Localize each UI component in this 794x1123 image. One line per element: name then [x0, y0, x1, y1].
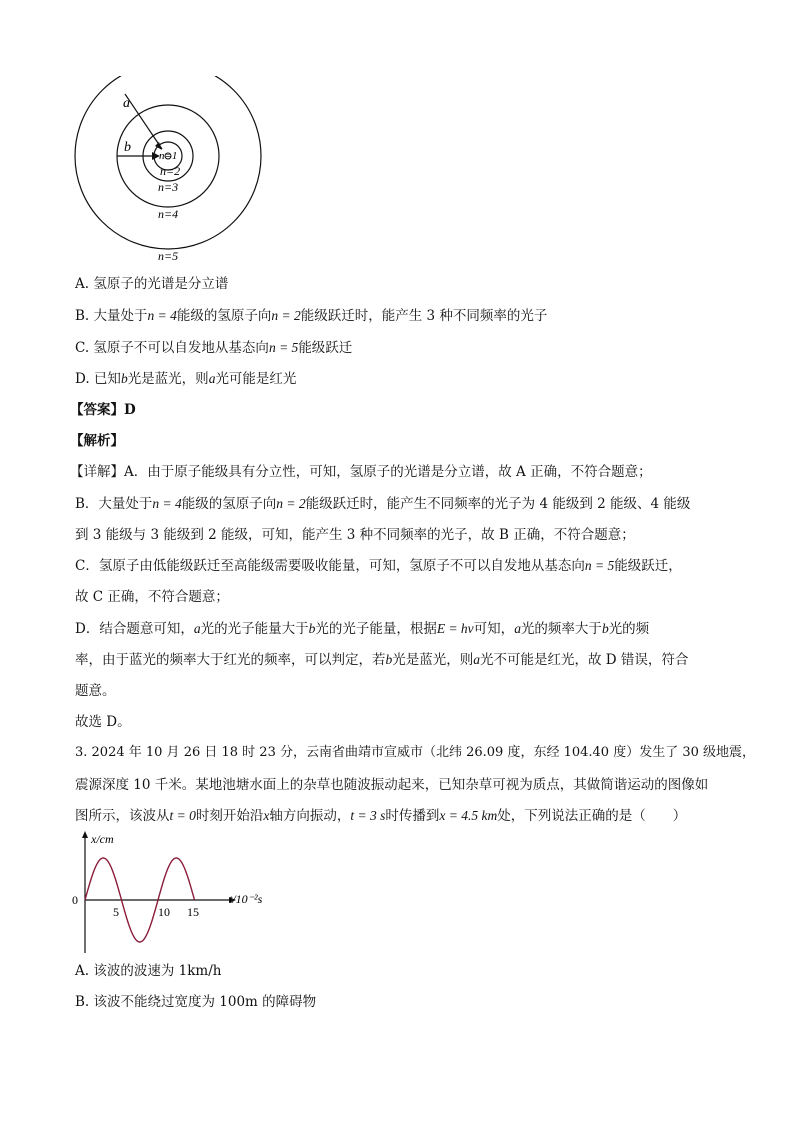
analysis-title: 【解析】 [70, 433, 124, 449]
q3-l3-pre: 图所示，该波从 [75, 808, 170, 824]
tick-label-10: 10 [158, 905, 170, 919]
q3-l3-x: x [263, 808, 270, 823]
q3-option-b: B. 该波不能绕过宽度为 100m 的障碍物 [75, 994, 317, 1010]
detail-l6-eq: E = hν [436, 621, 474, 636]
detail-l7-b: b [385, 652, 393, 667]
option-b-pre: B. 大量处于 [75, 308, 148, 324]
option-d [75, 369, 296, 389]
detail-l6-pre: D．结合题意可知， [75, 621, 194, 637]
tick-label-5: 5 [113, 905, 119, 919]
atom-level-diagram [60, 76, 280, 266]
label-n3: n=3 [158, 180, 179, 194]
y-axis-label: x/cm [91, 832, 114, 846]
answer: 【答案】D [70, 402, 136, 418]
label-n4: n=4 [158, 207, 179, 221]
detail-line-4 [75, 556, 682, 576]
option-c-pre: C. 氢原子不可以自发地从基态向 [75, 340, 269, 356]
detail-l2-pre: B．大量处于 [75, 496, 153, 512]
q3-line-1: 3. 2024 年 10 月 26 日 18 时 23 分，云南省曲靖市宣威市（北纬 26.09 度，东经 104.40 度）发生了 30 级地震， [75, 745, 756, 760]
option-b [75, 306, 547, 326]
detail-l4-pre: C．氢原子由低能级跃迁至高能级需要吸收能量，可知，氢原子不可以自发地从基态向 [75, 558, 585, 574]
option-b-n2: n = 2 [271, 308, 301, 323]
option-d-b: b [120, 371, 128, 386]
detail-l6-a2: a [514, 621, 521, 636]
option-d-mid: 光是蓝光，则 [127, 371, 209, 387]
detail-l6-mid4: 光的频率大于 [520, 621, 602, 637]
origin-label: 0 [72, 893, 78, 907]
q3-line-2: 震源深度 10 千米。某地池塘水面上的杂草也随波振动起来，已知杂草可视为质点，其做简谐运动的图像如 [75, 777, 709, 793]
option-c [75, 338, 352, 358]
detail-l6-a: a [193, 621, 201, 636]
option-d-a: a [208, 371, 216, 386]
label-n2: n=2 [160, 164, 181, 178]
label-b: b [124, 140, 131, 155]
q3-option-a: A. 该波的波速为 1km/h [75, 963, 222, 979]
wave-graph [65, 828, 275, 958]
detail-l2-mid: 能级的氢原子向 [181, 496, 277, 512]
detail-l7-pre: 率，由于蓝光的频率大于红光的频率，可以判定，若 [75, 652, 386, 668]
detail-line-3: 到 3 能级与 3 能级到 2 能级，可知，能产生 3 种不同频率的光子，故 B 正确，不符合题意； [75, 527, 635, 543]
option-b-n4: n = 4 [147, 308, 177, 323]
detail-l6-b: b [308, 621, 316, 636]
orbit-n5 [75, 76, 261, 249]
q3-l3-post: 处，下列说法正确的是（ ） [497, 808, 687, 824]
detail-line-7 [75, 650, 688, 670]
detail-line-8: 题意。 [75, 683, 116, 699]
q3-l3-x45: x = 4.5 km [439, 808, 498, 823]
detail-l2-n2: n = 2 [276, 496, 306, 511]
option-c-post: 能级跃迁 [298, 340, 353, 356]
detail-l6-b2: b [601, 621, 609, 636]
detail-line-6 [75, 619, 649, 639]
option-a: A. 氢原子的光谱是分立谱 [75, 276, 229, 292]
detail-l7-a: a [473, 652, 480, 667]
q3-l3-mid1: 时刻开始沿 [195, 808, 264, 824]
label-a: a [123, 96, 130, 111]
tick-label-15: 15 [187, 905, 199, 919]
detail-l6-post: 光的频 [608, 621, 650, 637]
label-n1: n=1 [159, 150, 178, 162]
detail-line-1: 【详解】A．由于原子能级具有分立性，可知，氢原子的光谱是分立谱，故 A 正确，不符合题意； [70, 464, 652, 480]
detail-l7-post: 光不可能是红光，故 D 错误，符合 [480, 652, 689, 668]
q3-l3-t3: t = 3 s [350, 808, 386, 823]
option-c-n5: n = 5 [268, 340, 299, 355]
q3-l3-mid3: 时传播到 [385, 808, 440, 824]
detail-l6-mid3: 可知， [473, 621, 515, 637]
detail-l2-post: 能级跃迁时，能产生不同频率的光子为 4 能级到 2 能级、4 能级 [305, 496, 691, 512]
detail-l6-mid1: 光的光子能量大于 [200, 621, 309, 637]
detail-line-9: 故选 D。 [75, 714, 131, 730]
detail-line-5: 故 C 正确，不符合题意； [75, 589, 229, 605]
detail-l6-mid2: 光的光子能量，根据 [315, 621, 437, 637]
x-axis-label: t/10⁻²s [229, 892, 263, 906]
detail-l7-mid: 光是蓝光，则 [392, 652, 474, 668]
detail-l2-n4: n = 4 [152, 496, 182, 511]
option-b-post: 能级跃迁时，能产生 3 种不同频率的光子 [300, 308, 548, 324]
y-axis-arrow [82, 831, 88, 838]
detail-line-2 [75, 494, 690, 514]
q3-l3-t0: t = 0 [169, 808, 196, 823]
option-d-post: 光可能是红光 [215, 371, 297, 387]
option-d-pre: D. 已知 [75, 371, 121, 387]
option-b-mid: 能级的氢原子向 [176, 308, 272, 324]
detail-l4-n5: n = 5 [584, 558, 615, 573]
label-n5: n=5 [158, 249, 179, 263]
q3-l3-mid2: 轴方向振动， [269, 808, 351, 824]
q3-line-3 [75, 806, 686, 826]
detail-l4-post: 能级跃迁， [614, 558, 682, 574]
